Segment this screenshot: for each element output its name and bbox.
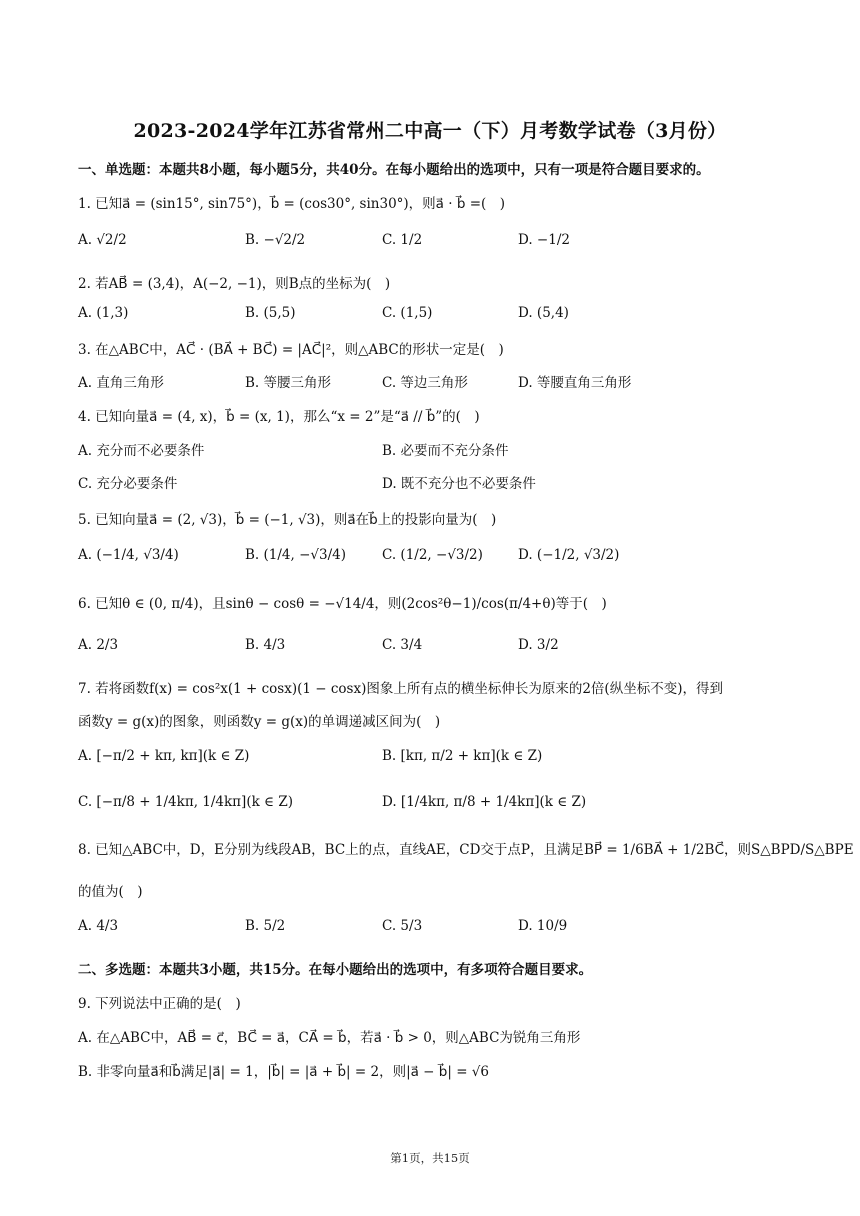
question-7-stem-continued: 函数y = g(x)的图象，则函数y = g(x)的单调递减区间为( ) xyxy=(78,714,441,730)
question-2-option-b: B. (5,5) xyxy=(245,305,296,321)
question-8-option-c: C. 5/3 xyxy=(382,918,423,934)
question-1-stem: 1. 已知a⃗ = (sin15°, sin75°)，b⃗ = (cos30°, sin30°)，则a⃗ · b⃗ =( ) xyxy=(78,196,506,212)
question-7-stem: 7. 若将函数f(x) = cos²x(1 + cosx)(1 − cosx)图象上所有点的横坐标伸长为原来的2倍(纵坐标不变)，得到 xyxy=(78,681,723,697)
question-9-stem: 9. 下列说法中正确的是( ) xyxy=(78,996,241,1012)
question-3-option-c: C. 等边三角形 xyxy=(382,375,468,391)
question-5-option-b: B. (1/4, −√3/4) xyxy=(245,547,346,563)
question-1-option-b: B. −√2/2 xyxy=(245,232,306,248)
question-1-option-c: C. 1/2 xyxy=(382,232,423,248)
question-4-option-b: B. 必要而不充分条件 xyxy=(382,443,509,459)
section-multiple-choice-header: 二、多选题：本题共3小题，共15分。在每小题给出的选项中，有多项符合题目要求。 xyxy=(78,962,593,978)
question-7-option-a: A. [−π/2 + kπ, kπ](k ∈ Z) xyxy=(78,748,250,764)
question-6-option-c: C. 3/4 xyxy=(382,637,423,653)
question-8-option-b: B. 5/2 xyxy=(245,918,286,934)
question-3-stem: 3. 在△ABC中，AC⃗ · (BA⃗ + BC⃗) = |AC⃗|²，则△ABC的形状一定是( ) xyxy=(78,342,504,358)
question-5-option-a: A. (−1/4, √3/4) xyxy=(78,547,179,563)
question-4-option-a: A. 充分而不必要条件 xyxy=(78,443,205,459)
question-2-option-c: C. (1,5) xyxy=(382,305,433,321)
question-4-option-c: C. 充分必要条件 xyxy=(78,476,178,492)
question-8-option-a: A. 4/3 xyxy=(78,918,119,934)
section-single-choice-header: 一、单选题：本题共8小题，每小题5分，共40分。在每小题给出的选项中，只有一项是符合题目要求的。 xyxy=(78,162,710,178)
question-8-stem-continued: 的值为( ) xyxy=(78,884,143,900)
question-1-option-d: D. −1/2 xyxy=(518,232,570,248)
question-3-option-b: B. 等腰三角形 xyxy=(245,375,332,391)
page-footer: 第1页，共15页 xyxy=(390,1151,470,1165)
question-6-option-d: D. 3/2 xyxy=(518,637,559,653)
question-7-option-b: B. [kπ, π/2 + kπ](k ∈ Z) xyxy=(382,748,543,764)
question-3-option-d: D. 等腰直角三角形 xyxy=(518,375,632,391)
question-5-stem: 5. 已知向量a⃗ = (2, √3)，b⃗ = (−1, √3)，则a⃗在b⃗上的投影向量为( ) xyxy=(78,512,497,528)
question-2-option-d: D. (5,4) xyxy=(518,305,569,321)
question-4-stem: 4. 已知向量a⃗ = (4, x)，b⃗ = (x, 1)，那么“x = 2”是“a⃗ // b⃗”的( ) xyxy=(78,409,480,425)
question-7-option-c: C. [−π/8 + 1/4kπ, 1/4kπ](k ∈ Z) xyxy=(78,794,293,810)
question-8-option-d: D. 10/9 xyxy=(518,918,568,934)
question-4-option-d: D. 既不充分也不必要条件 xyxy=(382,476,536,492)
question-6-option-a: A. 2/3 xyxy=(78,637,119,653)
question-7-option-d: D. [1/4kπ, π/8 + 1/4kπ](k ∈ Z) xyxy=(382,794,587,810)
question-6-stem: 6. 已知θ ∈ (0, π/4)，且sinθ − cosθ = −√14/4，则(2cos²θ−1)/cos(π/4+θ)等于( ) xyxy=(78,596,607,612)
question-1-option-a: A. √2/2 xyxy=(78,232,127,248)
page-title: 2023-2024学年江苏省常州二中高一（下）月考数学试卷（3月份） xyxy=(133,120,727,142)
question-5-option-d: D. (−1/2, √3/2) xyxy=(518,547,620,563)
question-9-option-b: B. 非零向量a⃗和b⃗满足|a⃗| = 1，|b⃗| = |a⃗ + b⃗| = 2，则|a⃗ − b⃗| = √6 xyxy=(78,1064,489,1080)
question-3-option-a: A. 直角三角形 xyxy=(78,375,164,391)
question-9-option-a: A. 在△ABC中，AB⃗ = c⃗，BC⃗ = a⃗，CA⃗ = b⃗，若a⃗ · b⃗ > 0，则△ABC为锐角三角形 xyxy=(78,1030,581,1046)
question-2-stem: 2. 若AB⃗ = (3,4)，A(−2, −1)，则B点的坐标为( ) xyxy=(78,276,391,292)
question-5-option-c: C. (1/2, −√3/2) xyxy=(382,547,483,563)
question-8-stem: 8. 已知△ABC中，D，E分别为线段AB，BC上的点，直线AE，CD交于点P，且满足BP⃗ = 1/6BA⃗ + 1/2BC⃗，则S△BPD/S△BPE xyxy=(78,842,854,858)
question-6-option-b: B. 4/3 xyxy=(245,637,286,653)
question-2-option-a: A. (1,3) xyxy=(78,305,129,321)
